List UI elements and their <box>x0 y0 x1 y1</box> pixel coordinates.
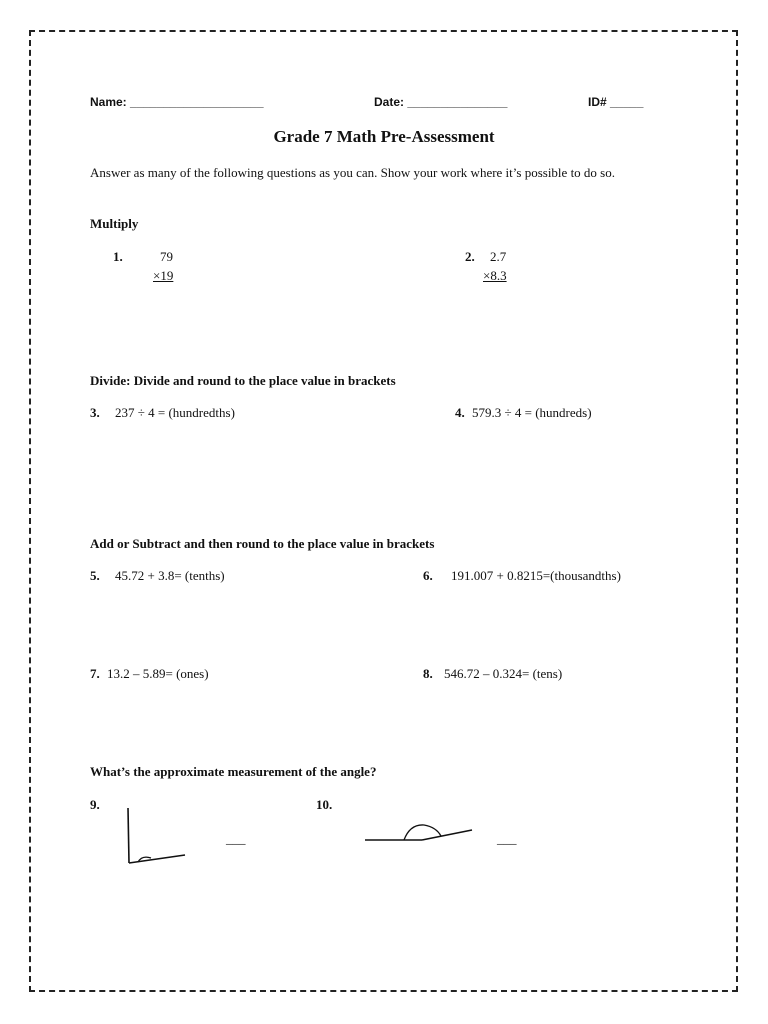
multiplier: ×19 <box>153 268 174 283</box>
multiplicand: 2.7 <box>490 249 507 264</box>
question-number: 2. <box>465 249 475 264</box>
section-heading-divide: Divide: Divide and round to the place value in brackets <box>90 373 396 388</box>
question-number: 5. <box>90 568 100 583</box>
problem-text: 546.72 – 0.324= (tens) <box>444 666 563 681</box>
question-number: 6. <box>423 568 433 583</box>
answer-blank: ___ <box>226 831 246 846</box>
problem-text: 45.72 + 3.8= (tenths) <box>115 568 225 583</box>
date-field-label: Date: _______________ <box>374 95 508 109</box>
problem-text: 13.2 – 5.89= (ones) <box>107 666 209 681</box>
problem-text: 237 ÷ 4 = (hundredths) <box>115 405 235 420</box>
name-field-label: Name: ____________________ <box>90 95 264 109</box>
page-title: Grade 7 Math Pre-Assessment <box>273 127 495 146</box>
answer-blank: ___ <box>497 831 517 846</box>
instructions-text: Answer as many of the following questions as you can. Show your work where it’s possible to do so. <box>90 165 615 180</box>
problem-text: 579.3 ÷ 4 = (hundreds) <box>472 405 592 420</box>
section-heading-multiply: Multiply <box>90 216 139 231</box>
obtuse-angle-figure <box>362 818 477 848</box>
question-number: 10. <box>316 797 333 812</box>
multiplicand: 79 <box>160 249 173 264</box>
question-number: 1. <box>113 249 123 264</box>
question-number: 8. <box>423 666 433 681</box>
problem-text: 191.007 + 0.8215=(thousandths) <box>451 568 621 583</box>
question-number: 3. <box>90 405 100 420</box>
question-number: 4. <box>455 405 465 420</box>
question-number: 7. <box>90 666 100 681</box>
multiplier: ×8.3 <box>483 268 507 283</box>
question-number: 9. <box>90 797 100 812</box>
section-heading-add-subtract: Add or Subtract and then round to the place value in brackets <box>90 536 435 551</box>
id-field-label: ID# _____ <box>588 95 644 109</box>
right-angle-figure <box>120 805 200 875</box>
section-heading-angles: What’s the approximate measurement of the angle? <box>90 764 377 779</box>
